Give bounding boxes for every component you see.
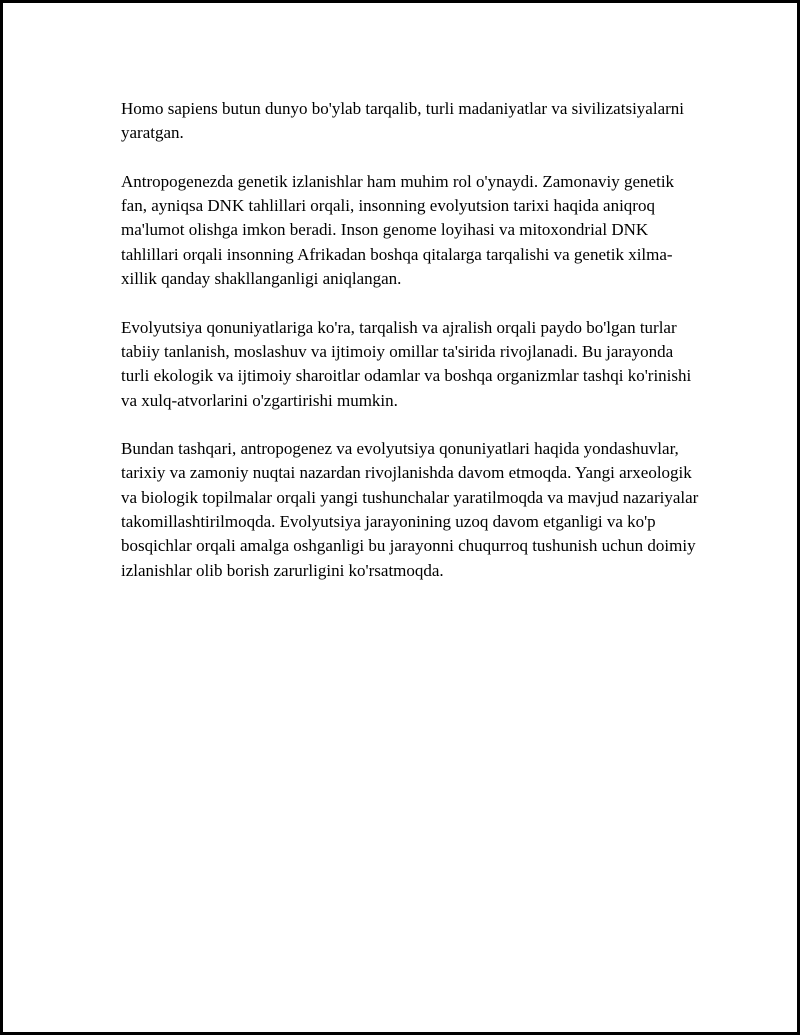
paragraph-1: Homo sapiens butun dunyo bo'ylab tarqalib, turli madaniyatlar va sivilizatsiyalarni yaratgan. <box>121 99 684 143</box>
paragraph-2: Antropogenezda genetik izlanishlar ham muhim rol o'ynaydi. Zamonaviy genetik fan, ayniqsa DNK tahlillari orqali, insonning evolyutsion tarixi haqida aniqroq ma'lumot olishga imkon beradi. Inson genome loyihasi va mitoxondrial DNK tahlillari orqali insonning Afrikadan boshqa qitalarga tarqalishi va genetik xilma-xillik qanday shakllanganligi aniqlangan. <box>121 171 675 289</box>
paragraph-4: Bundan tashqari, antropogenez va evolyutsiya qonuniyatlari haqida yondashuvlar, tarixiy va zamoniy nuqtai nazardan rivojlanishda davom etmoqda. Yangi arxeologik va biologik topilmalar orqali yangi tushunchalar yaratilmoqda va mavjud nazariyalar takomillashtirilmoqda. Evolyutsiya jarayonining uzoq davom etganligi va ko'p bosqichlar orqali amalga oshganligi bu jarayonni chuqurroq tushunish uchun doimiy izlanishlar olib borish zarurligini ko'rsatmoqda. <box>121 439 699 580</box>
document-body <box>121 97 701 607</box>
paragraph-3: Evolyutsiya qonuniyatlariga ko'ra, tarqalish va ajralish orqali paydo bo'lgan turlar tabiiy tanlanish, moslashuv va ijtimoiy omillar ta'sirida rivojlanadi. Bu jarayonda turli ekologik va ijtimoiy sharoitlar odamlar va boshqa organizmlar tashqi ko'rinishi va xulq-atvorlarini o'zgartirishi mumkin. <box>121 317 692 410</box>
